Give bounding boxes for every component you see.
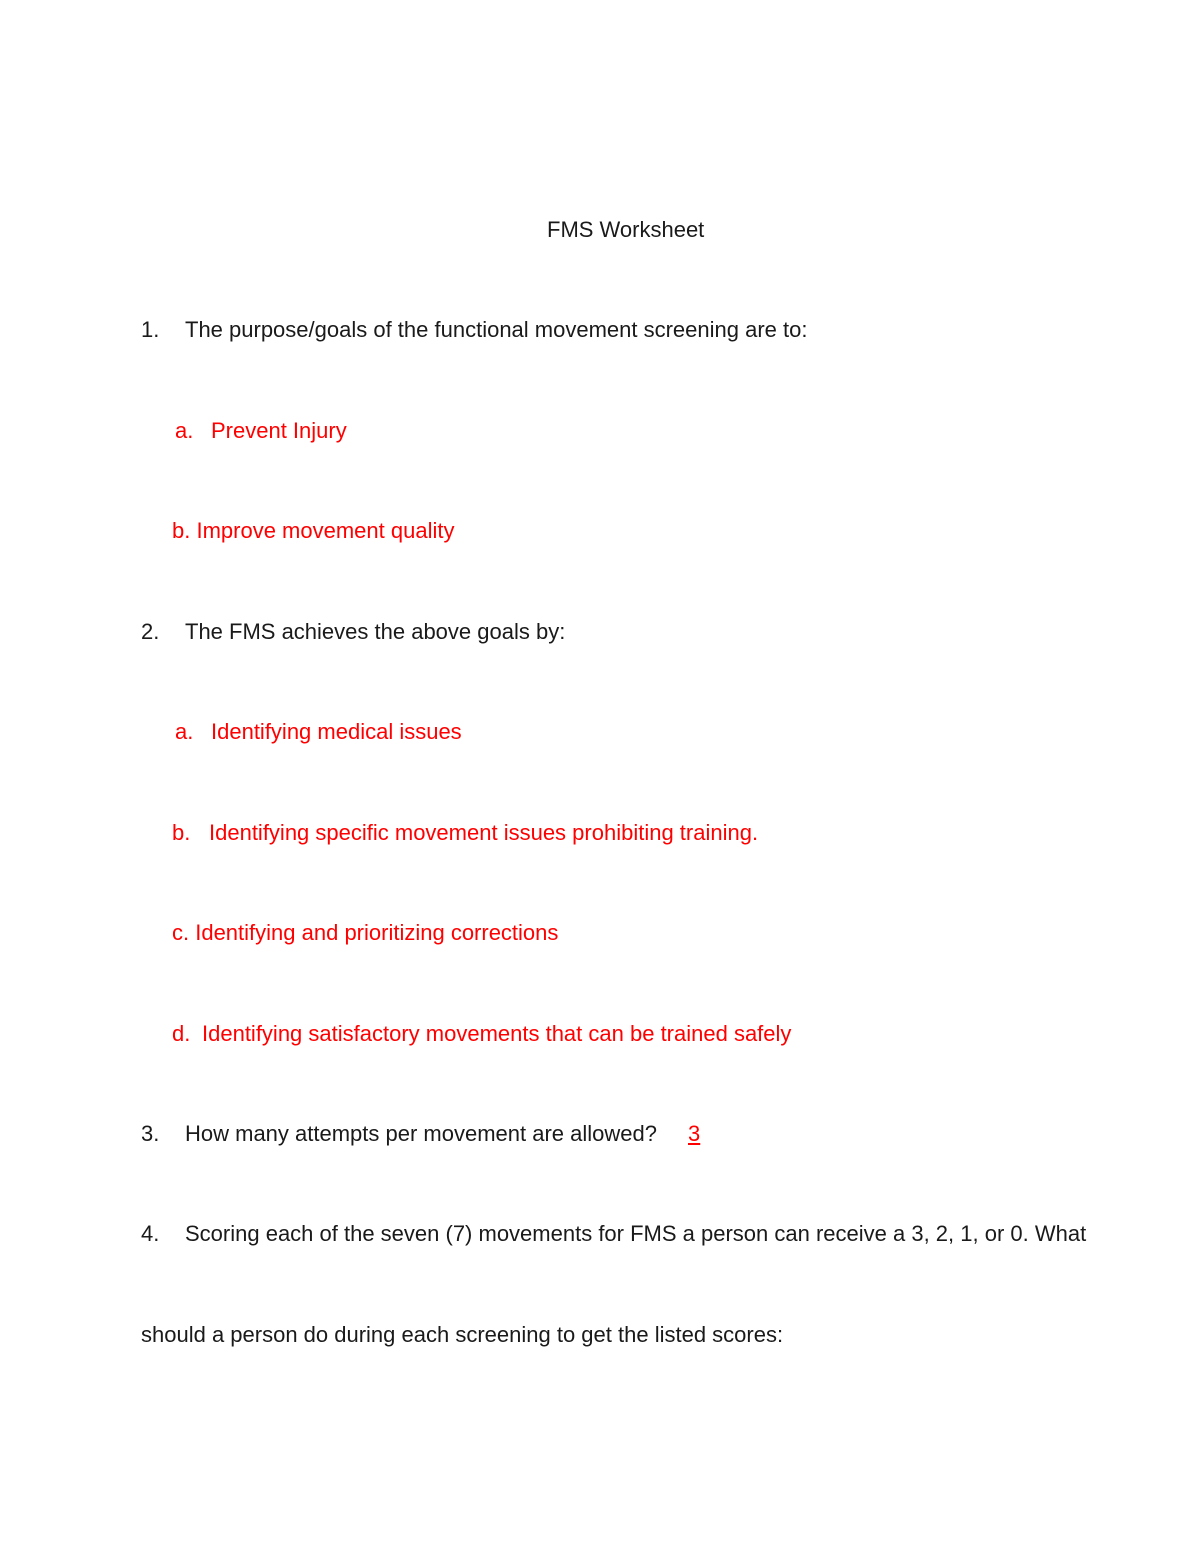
question-4-number: 4. <box>141 1221 160 1246</box>
question-2-answer-b-marker: b. <box>172 820 191 845</box>
question-2-answer-c: c. Identifying and prioritizing corrections <box>172 920 559 945</box>
question-1-answer-a-marker: a. <box>175 418 194 443</box>
page-title: FMS Worksheet <box>547 217 705 242</box>
question-2-answer-b: Identifying specific movement issues prohibiting training. <box>209 820 759 845</box>
question-1-answer-b: b. Improve movement quality <box>172 518 455 543</box>
question-3-text: How many attempts per movement are allowed? <box>185 1121 657 1146</box>
question-2-answer-d: Identifying satisfactory movements that can be trained safely <box>202 1021 792 1046</box>
question-2-answer-a: Identifying medical issues <box>211 719 462 744</box>
question-2-text: The FMS achieves the above goals by: <box>185 619 566 644</box>
question-3-answer: 3 <box>688 1121 701 1146</box>
question-4-text-line1: Scoring each of the seven (7) movements for FMS a person can receive a 3, 2, 1, or 0. What <box>185 1221 1087 1246</box>
question-4-text-line2: should a person do during each screening to get the listed scores: <box>141 1322 784 1347</box>
question-2-answer-a-marker: a. <box>175 719 194 744</box>
question-2-answer-d-marker: d. <box>172 1021 191 1046</box>
question-2-number: 2. <box>141 619 160 644</box>
question-1-text: The purpose/goals of the functional movement screening are to: <box>185 317 808 342</box>
question-1-number: 1. <box>141 317 160 342</box>
question-1-answer-a: Prevent Injury <box>211 418 347 443</box>
question-3-number: 3. <box>141 1121 160 1146</box>
